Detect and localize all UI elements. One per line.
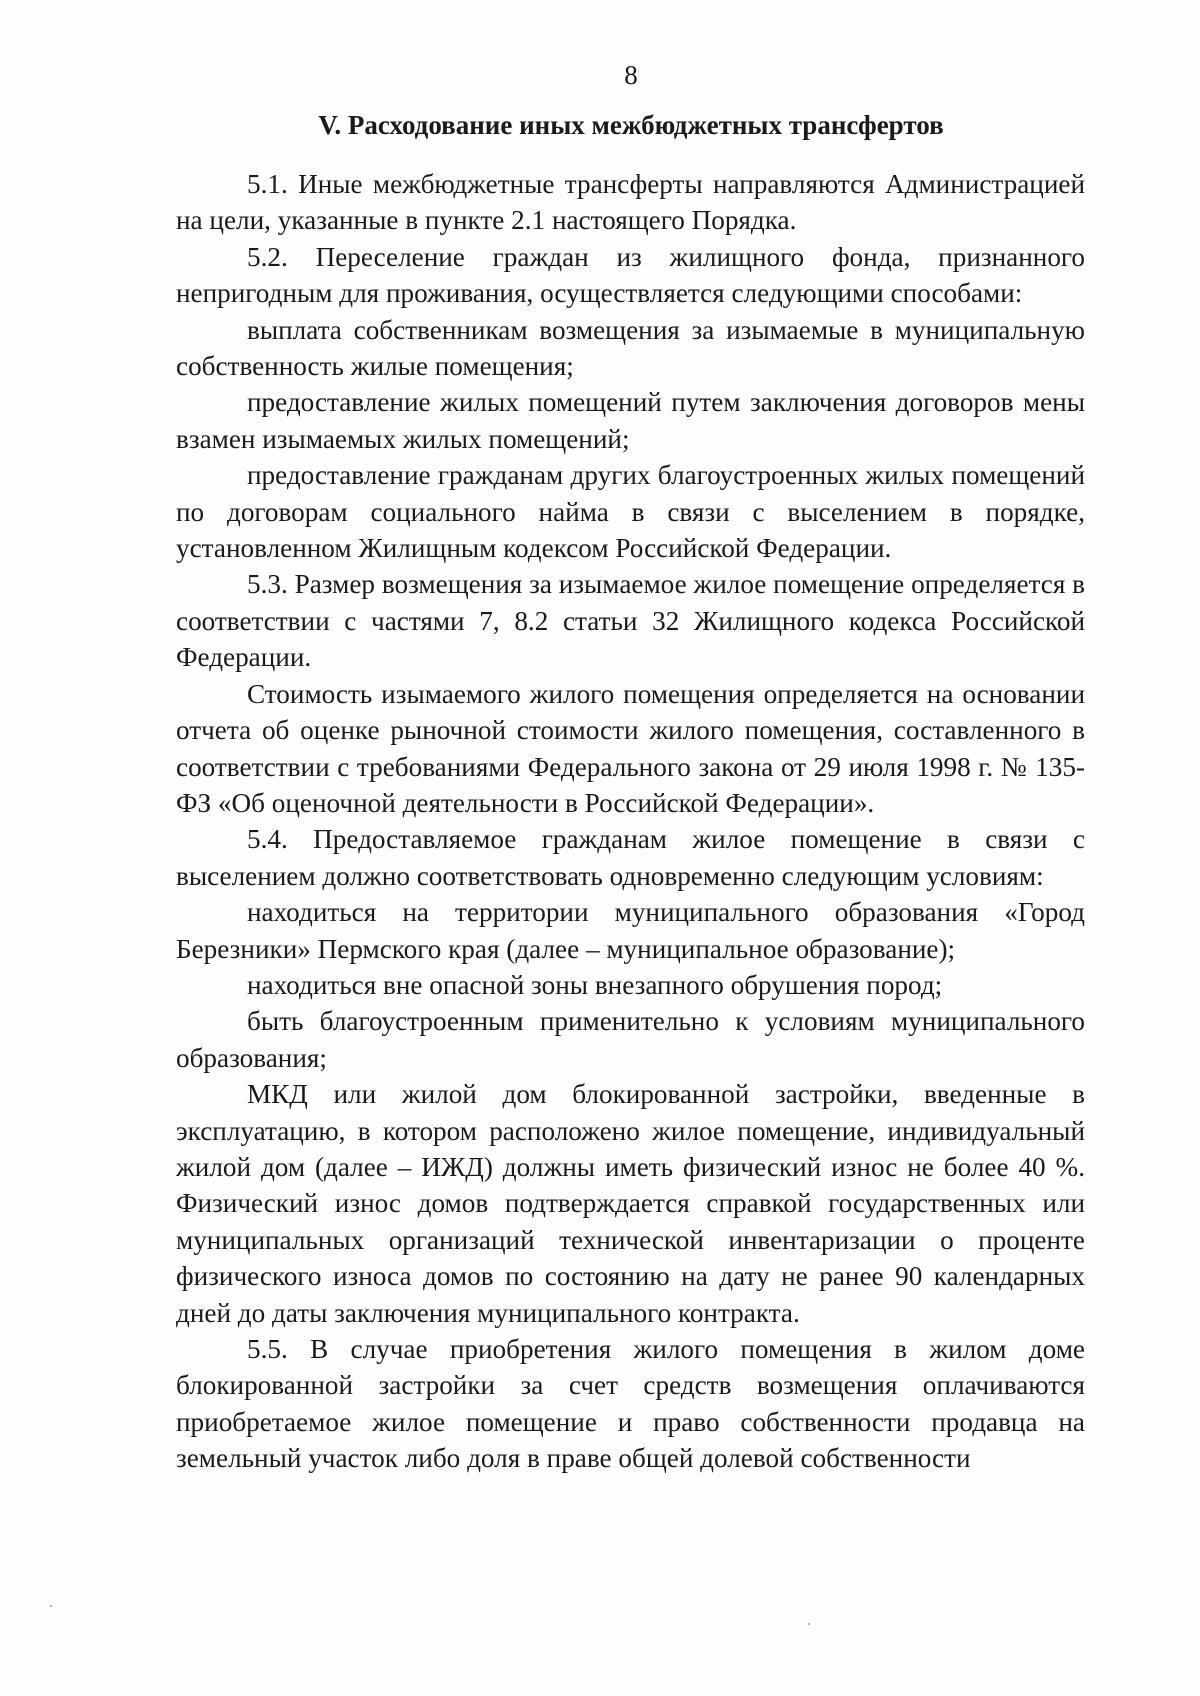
document-body xyxy=(176,166,1085,1477)
paragraph-valuation: Стоимость изымаемого жилого помещения определяется на основании отчета об оценке рыночной стоимости жилого помещения, составленного в соответствии с требованиями Федерального закона от 29 июля 1998 г. № 135-ФЗ «Об оценочной деятельности в Российской Федерации». xyxy=(176,678,1085,818)
paragraph-5-5: 5.5. В случае приобретения жилого помещения в жилом доме блокированной застройки за счет средств возмещения оплачиваются приобретаемое жилое помещение и право собственности продавца на земельный участок либо доля в праве общей долевой собственности xyxy=(176,1334,1085,1474)
paragraph-condition-territory: находиться на территории муниципального образования «Город Березники» Пермского края (далее – муниципальное образование); xyxy=(176,897,1085,964)
page-number: 8 xyxy=(624,60,638,90)
section-heading: V. Расходование иных межбюджетных трансфертов xyxy=(318,110,944,140)
scan-speck xyxy=(50,1605,52,1607)
paragraph-5-4: 5.4. Предоставляемое гражданам жилое помещение в связи с выселением должно соответствовать одновременно следующим условиям: xyxy=(176,824,1085,891)
paragraph-method-exchange: предоставление жилых помещений путем заключения договоров мены взамен изымаемых жилых помещений; xyxy=(176,387,1085,454)
paragraph-5-3: 5.3. Размер возмещения за изымаемое жилое помещение определяется в соответствии с частями 7, 8.2 статьи 32 Жилищного кодекса Российской Федерации. xyxy=(176,569,1085,673)
paragraph-5-2: 5.2. Переселение граждан из жилищного фонда, признанного непригодным для проживания, осуществляется следующими способами: xyxy=(176,241,1085,309)
paragraph-method-compensation: выплата собственникам возмещения за изымаемые в муниципальную собственность жилые помещения; xyxy=(176,314,1085,382)
paragraph-condition-safe-zone: находиться вне опасной зоны внезапного обрушения пород; xyxy=(247,969,943,1000)
scan-speck xyxy=(808,1623,810,1625)
paragraph-condition-amenities: быть благоустроенным применительно к условиям муниципального образования; xyxy=(176,1006,1085,1073)
paragraph-method-social-rent: предоставление гражданам других благоустроенных жилых помещений по договорам социального найма в связи с выселением в порядке, установленном Жилищным кодексом Российской Федерации. xyxy=(176,460,1085,564)
paragraph-5-1: 5.1. Иные межбюджетные трансферты направляются Администрацией на цели, указанные в пункте 2.1 настоящего Порядка. xyxy=(176,169,1085,236)
paragraph-condition-wear: МКД или жилой дом блокированной застройки, введенные в эксплуатацию, в котором расположено жилое помещение, индивидуальный жилой дом (далее – ИЖД) должны иметь физический износ не более 40 %. Физический износ домов подтверждается справкой государственных или муниципальных организаций технической инвентаризации о проценте физического износа домов по состоянию на дату не ранее 90 календарных дней до даты заключения муниципального контракта. xyxy=(176,1079,1085,1328)
